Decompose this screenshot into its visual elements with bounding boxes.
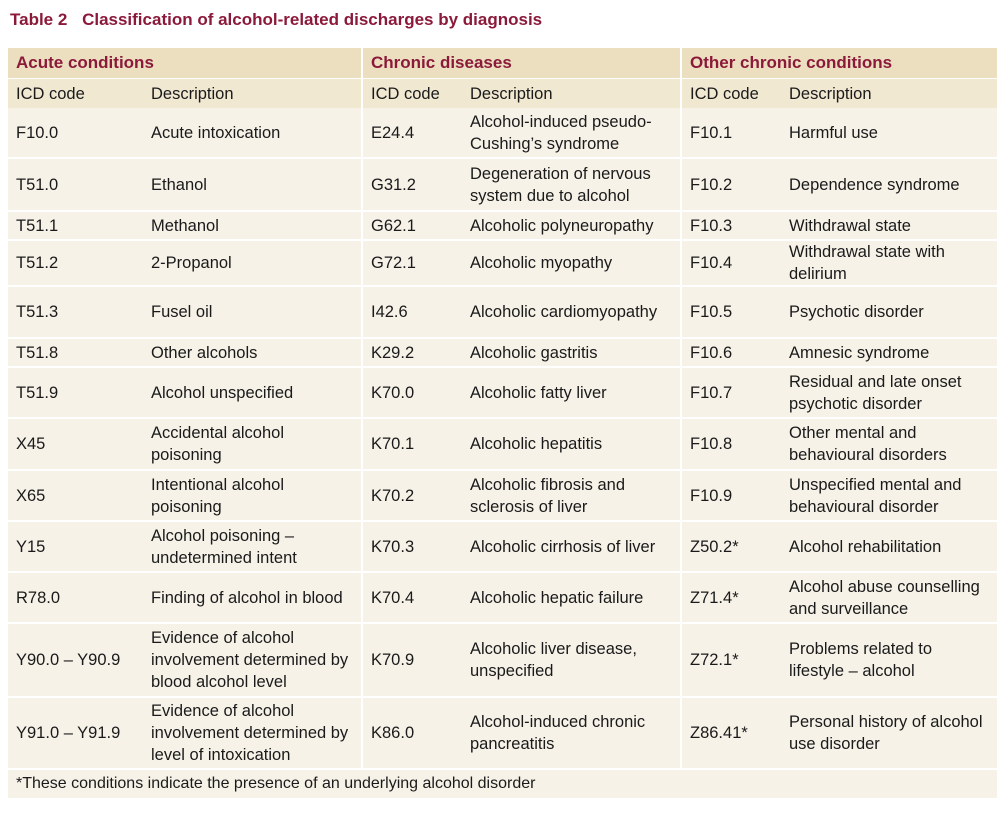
table-row: [8, 108, 997, 158]
acute-description: Ethanol: [143, 158, 362, 211]
acute-description: Finding of alcohol in blood: [143, 572, 362, 623]
table-row: [8, 338, 997, 367]
acute-icd-code: T51.3: [8, 286, 143, 338]
group-header-other-chronic: Other chronic conditions: [681, 48, 997, 79]
acute-description: Methanol: [143, 211, 362, 240]
chronic-description: Degeneration of nervous system due to alcohol: [462, 158, 681, 211]
other-icd-code: F10.2: [681, 158, 781, 211]
chronic-icd-code: K70.9: [362, 623, 462, 697]
column-header: ICD code: [362, 79, 462, 109]
acute-icd-code: F10.0: [8, 108, 143, 158]
other-icd-code: F10.8: [681, 418, 781, 470]
table-body: [8, 108, 997, 769]
acute-description: Accidental alcohol poisoning: [143, 418, 362, 470]
chronic-description: Alcoholic cardiomyopathy: [462, 286, 681, 338]
chronic-description: Alcoholic fatty liver: [462, 367, 681, 418]
table-row: [8, 470, 997, 521]
acute-icd-code: T51.1: [8, 211, 143, 240]
footnote: *These conditions indicate the presence of an underlying alcohol disorder: [8, 769, 997, 798]
chronic-description: Alcohol-induced chronic pancreatitis: [462, 697, 681, 769]
table-row: [8, 211, 997, 240]
table-row: [8, 240, 997, 286]
other-description: Harmful use: [781, 108, 997, 158]
other-description: Psychotic disorder: [781, 286, 997, 338]
chronic-description: Alcoholic hepatitis: [462, 418, 681, 470]
chronic-description: Alcoholic hepatic failure: [462, 572, 681, 623]
other-description: Alcohol abuse counselling and surveillance: [781, 572, 997, 623]
table-row: [8, 286, 997, 338]
column-header-row: [8, 79, 997, 109]
chronic-description: Alcoholic gastritis: [462, 338, 681, 367]
other-icd-code: Z72.1*: [681, 623, 781, 697]
acute-description: Alcohol unspecified: [143, 367, 362, 418]
group-header-row: [8, 48, 997, 79]
chronic-icd-code: K70.2: [362, 470, 462, 521]
column-header: Description: [781, 79, 997, 109]
other-icd-code: Z71.4*: [681, 572, 781, 623]
chronic-icd-code: E24.4: [362, 108, 462, 158]
chronic-icd-code: K29.2: [362, 338, 462, 367]
other-description: Unspecified mental and behavioural disorder: [781, 470, 997, 521]
acute-description: Other alcohols: [143, 338, 362, 367]
acute-icd-code: T51.8: [8, 338, 143, 367]
chronic-icd-code: G72.1: [362, 240, 462, 286]
chronic-icd-code: K86.0: [362, 697, 462, 769]
other-icd-code: F10.3: [681, 211, 781, 240]
table-title: Classification of alcohol-related discharges by diagnosis: [82, 10, 543, 29]
chronic-description: Alcoholic liver disease, unspecified: [462, 623, 681, 697]
group-header-chronic: Chronic diseases: [362, 48, 681, 79]
other-icd-code: Z86.41*: [681, 697, 781, 769]
chronic-icd-code: I42.6: [362, 286, 462, 338]
acute-icd-code: X65: [8, 470, 143, 521]
column-header: Description: [143, 79, 362, 109]
other-description: Amnesic syndrome: [781, 338, 997, 367]
chronic-description: Alcoholic myopathy: [462, 240, 681, 286]
other-description: Other mental and behavioural disorders: [781, 418, 997, 470]
other-icd-code: F10.9: [681, 470, 781, 521]
table-number: Table 2: [10, 10, 68, 29]
chronic-icd-code: K70.1: [362, 418, 462, 470]
chronic-description: Alcohol-induced pseudo-Cushing’s syndrome: [462, 108, 681, 158]
acute-icd-code: X45: [8, 418, 143, 470]
acute-icd-code: R78.0: [8, 572, 143, 623]
other-description: Withdrawal state: [781, 211, 997, 240]
chronic-description: Alcoholic cirrhosis of liver: [462, 521, 681, 572]
acute-description: 2-Propanol: [143, 240, 362, 286]
chronic-icd-code: G31.2: [362, 158, 462, 211]
other-description: Residual and late onset psychotic disorder: [781, 367, 997, 418]
chronic-description: Alcoholic fibrosis and sclerosis of liver: [462, 470, 681, 521]
other-icd-code: F10.1: [681, 108, 781, 158]
column-header: ICD code: [681, 79, 781, 109]
chronic-icd-code: K70.0: [362, 367, 462, 418]
table-row: [8, 572, 997, 623]
acute-description: Evidence of alcohol involvement determined by blood alcohol level: [143, 623, 362, 697]
acute-icd-code: T51.2: [8, 240, 143, 286]
other-icd-code: F10.6: [681, 338, 781, 367]
acute-description: Intentional alcohol poisoning: [143, 470, 362, 521]
acute-icd-code: Y90.0 – Y90.9: [8, 623, 143, 697]
chronic-description: Alcoholic polyneuropathy: [462, 211, 681, 240]
column-header: ICD code: [8, 79, 143, 109]
other-icd-code: Z50.2*: [681, 521, 781, 572]
table-row: [8, 418, 997, 470]
group-header-acute: Acute conditions: [8, 48, 362, 79]
chronic-icd-code: K70.4: [362, 572, 462, 623]
chronic-icd-code: K70.3: [362, 521, 462, 572]
chronic-icd-code: G62.1: [362, 211, 462, 240]
other-description: Personal history of alcohol use disorder: [781, 697, 997, 769]
acute-description: Evidence of alcohol involvement determined by level of intoxication: [143, 697, 362, 769]
other-description: Problems related to lifestyle – alcohol: [781, 623, 997, 697]
footnote-row: [8, 769, 997, 798]
table-row: [8, 158, 997, 211]
acute-icd-code: Y91.0 – Y91.9: [8, 697, 143, 769]
table-row: [8, 623, 997, 697]
other-icd-code: F10.4: [681, 240, 781, 286]
acute-icd-code: T51.0: [8, 158, 143, 211]
acute-description: Fusel oil: [143, 286, 362, 338]
acute-icd-code: T51.9: [8, 367, 143, 418]
other-description: Withdrawal state with delirium: [781, 240, 997, 286]
table-row: [8, 367, 997, 418]
other-description: Alcohol rehabilitation: [781, 521, 997, 572]
classification-table: [8, 48, 997, 798]
acute-description: Alcohol poisoning – undetermined intent: [143, 521, 362, 572]
acute-icd-code: Y15: [8, 521, 143, 572]
table-row: [8, 697, 997, 769]
column-header: Description: [462, 79, 681, 109]
table-row: [8, 521, 997, 572]
classification-table-wrapper: [8, 48, 997, 798]
other-icd-code: F10.5: [681, 286, 781, 338]
table-caption: [10, 10, 542, 30]
other-description: Dependence syndrome: [781, 158, 997, 211]
acute-description: Acute intoxication: [143, 108, 362, 158]
other-icd-code: F10.7: [681, 367, 781, 418]
